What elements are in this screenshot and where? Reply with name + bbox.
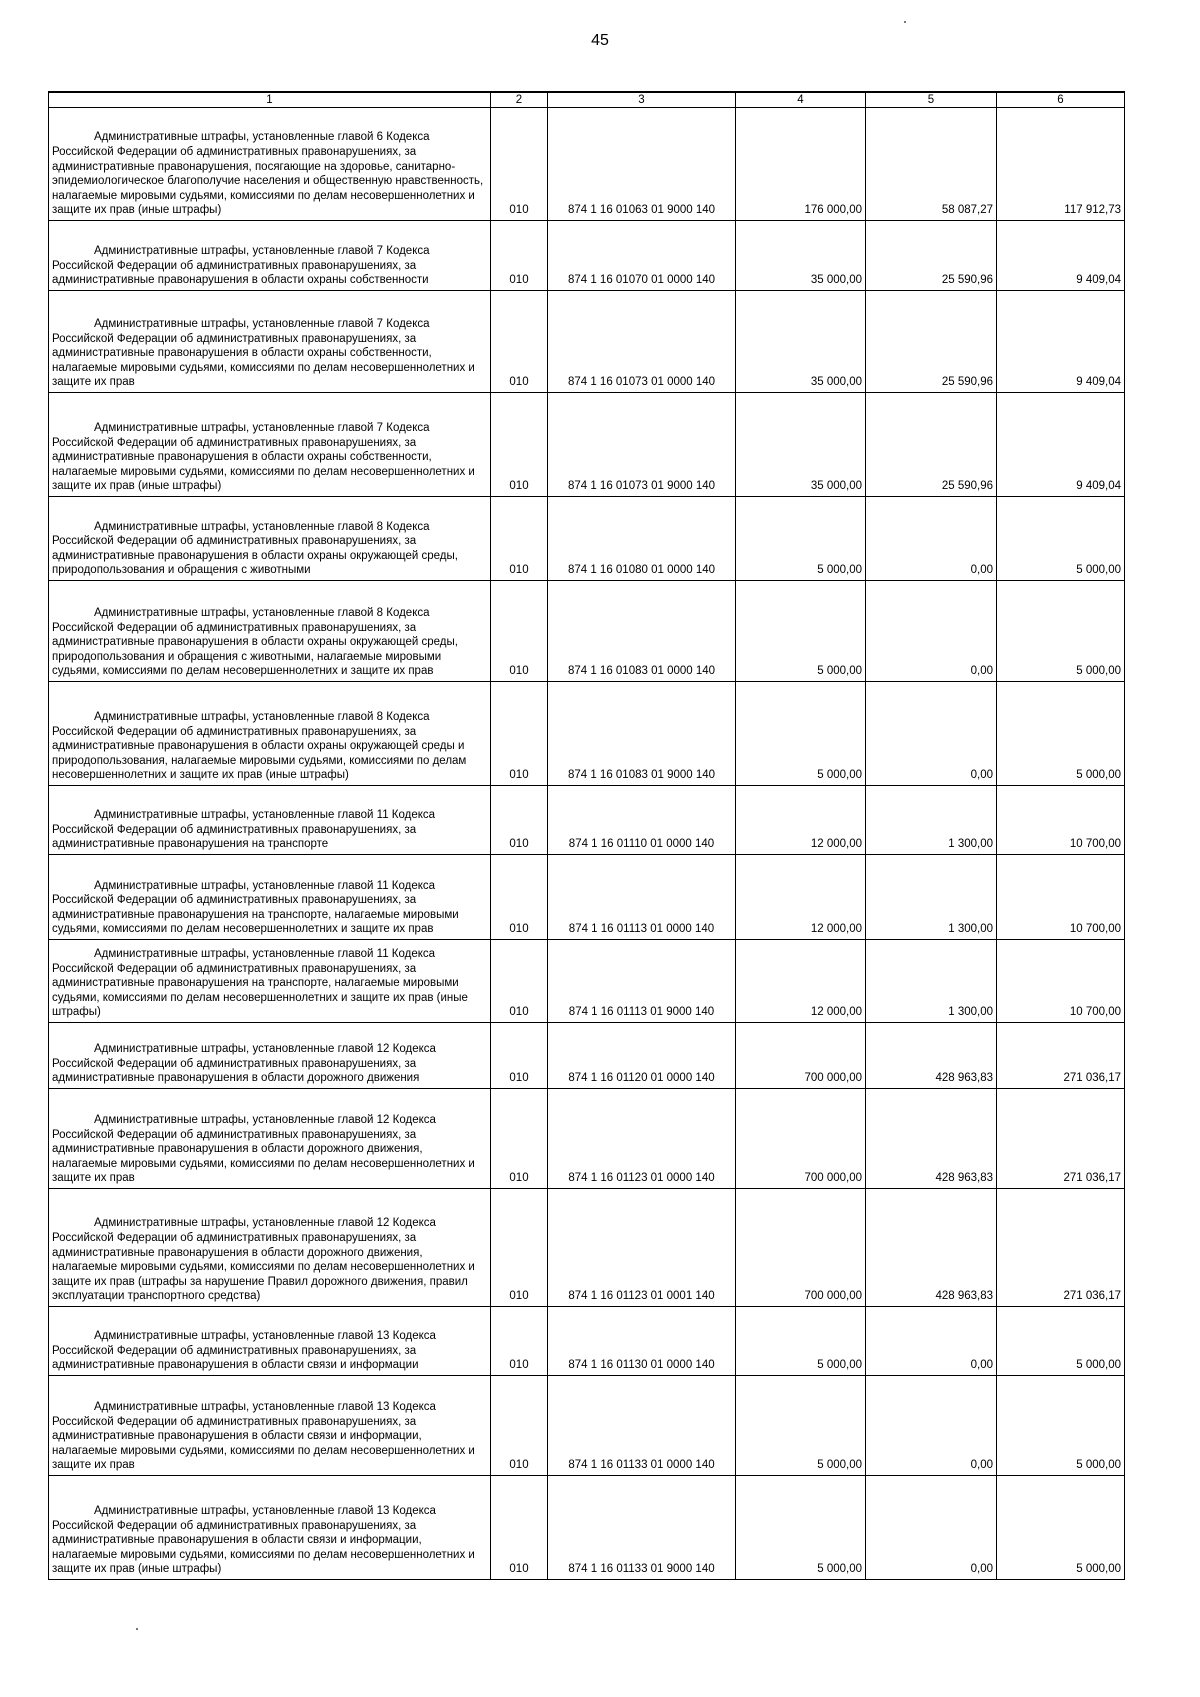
table-row	[49, 786, 1125, 855]
row-remaining-amount: 5 000,00	[997, 682, 1125, 786]
table-row	[49, 291, 1125, 393]
row-approved-amount: 5 000,00	[736, 1307, 866, 1376]
table-row	[49, 855, 1125, 940]
table-row	[49, 682, 1125, 786]
row-line-code: 010	[491, 1089, 548, 1189]
scan-speck	[904, 21, 906, 23]
row-executed-amount: 428 963,83	[866, 1089, 997, 1189]
row-executed-amount: 25 590,96	[866, 221, 997, 291]
row-remaining-amount: 271 036,17	[997, 1089, 1125, 1189]
row-approved-amount: 700 000,00	[736, 1089, 866, 1189]
table-row	[49, 1023, 1125, 1089]
row-description: Административные штрафы, установленные главой 11 Кодекса Российской Федерации об административных правонарушениях, за административные правонарушения на транспорте, налагаемые мировыми судьями, комиссиями по делам несовершеннолетних и защите их прав (иные штрафы)	[49, 940, 491, 1023]
row-line-code: 010	[491, 108, 548, 221]
row-description: Административные штрафы, установленные главой 7 Кодекса Российской Федерации об административных правонарушениях, за административные правонарушения в области охраны собственности	[49, 221, 491, 291]
row-description: Административные штрафы, установленные главой 7 Кодекса Российской Федерации об административных правонарушениях, за административные правонарушения в области охраны собственности, налагаемые мировыми судьями, комиссиями по делам несовершеннолетних и защите их прав	[49, 291, 491, 393]
row-executed-amount: 25 590,96	[866, 393, 997, 497]
row-remaining-amount: 10 700,00	[997, 855, 1125, 940]
row-line-code: 010	[491, 1023, 548, 1089]
row-budget-code: 874 1 16 01063 01 9000 140	[548, 108, 736, 221]
row-line-code: 010	[491, 291, 548, 393]
row-budget-code: 874 1 16 01123 01 0001 140	[548, 1189, 736, 1307]
table-row	[49, 393, 1125, 497]
row-executed-amount: 428 963,83	[866, 1023, 997, 1089]
row-remaining-amount: 5 000,00	[997, 581, 1125, 682]
row-executed-amount: 1 300,00	[866, 940, 997, 1023]
row-executed-amount: 0,00	[866, 682, 997, 786]
row-approved-amount: 12 000,00	[736, 940, 866, 1023]
row-remaining-amount: 5 000,00	[997, 1307, 1125, 1376]
row-budget-code: 874 1 16 01133 01 0000 140	[548, 1376, 736, 1476]
column-header-4: 4	[736, 92, 866, 108]
row-line-code: 010	[491, 786, 548, 855]
row-line-code: 010	[491, 1476, 548, 1580]
row-budget-code: 874 1 16 01133 01 9000 140	[548, 1476, 736, 1580]
row-approved-amount: 35 000,00	[736, 221, 866, 291]
row-remaining-amount: 9 409,04	[997, 393, 1125, 497]
row-budget-code: 874 1 16 01130 01 0000 140	[548, 1307, 736, 1376]
row-remaining-amount: 5 000,00	[997, 1476, 1125, 1580]
row-budget-code: 874 1 16 01113 01 0000 140	[548, 855, 736, 940]
row-approved-amount: 35 000,00	[736, 393, 866, 497]
row-budget-code: 874 1 16 01123 01 0000 140	[548, 1089, 736, 1189]
row-remaining-amount: 117 912,73	[997, 108, 1125, 221]
row-approved-amount: 35 000,00	[736, 291, 866, 393]
column-header-3: 3	[548, 92, 736, 108]
table-row	[49, 1476, 1125, 1580]
row-description: Административные штрафы, установленные главой 12 Кодекса Российской Федерации об административных правонарушениях, за административные правонарушения в области дорожного движения, налагаемые мировыми судьями, комиссиями по делам несовершеннолетних и защите их прав	[49, 1089, 491, 1189]
row-line-code: 010	[491, 940, 548, 1023]
row-budget-code: 874 1 16 01113 01 9000 140	[548, 940, 736, 1023]
row-approved-amount: 5 000,00	[736, 497, 866, 581]
row-executed-amount: 25 590,96	[866, 291, 997, 393]
row-executed-amount: 1 300,00	[866, 786, 997, 855]
row-budget-code: 874 1 16 01080 01 0000 140	[548, 497, 736, 581]
row-approved-amount: 5 000,00	[736, 1376, 866, 1476]
row-executed-amount: 58 087,27	[866, 108, 997, 221]
row-remaining-amount: 9 409,04	[997, 221, 1125, 291]
row-description: Административные штрафы, установленные главой 13 Кодекса Российской Федерации об административных правонарушениях, за административные правонарушения в области связи и информации, налагаемые мировыми судьями, комиссиями по делам несовершеннолетних и защите их прав (иные штрафы)	[49, 1476, 491, 1580]
scan-speck	[136, 1628, 138, 1630]
row-budget-code: 874 1 16 01120 01 0000 140	[548, 1023, 736, 1089]
row-approved-amount: 5 000,00	[736, 581, 866, 682]
row-line-code: 010	[491, 1189, 548, 1307]
column-header-6: 6	[997, 92, 1125, 108]
row-executed-amount: 0,00	[866, 1376, 997, 1476]
row-remaining-amount: 271 036,17	[997, 1023, 1125, 1089]
row-line-code: 010	[491, 581, 548, 682]
row-budget-code: 874 1 16 01073 01 9000 140	[548, 393, 736, 497]
row-remaining-amount: 9 409,04	[997, 291, 1125, 393]
table-row	[49, 1089, 1125, 1189]
table-row	[49, 497, 1125, 581]
row-description: Административные штрафы, установленные главой 13 Кодекса Российской Федерации об административных правонарушениях, за административные правонарушения в области связи и информации, налагаемые мировыми судьями, комиссиями по делам несовершеннолетних и защите их прав	[49, 1376, 491, 1476]
table-row	[49, 1189, 1125, 1307]
row-line-code: 010	[491, 221, 548, 291]
row-description: Административные штрафы, установленные главой 8 Кодекса Российской Федерации об административных правонарушениях, за административные правонарушения в области охраны окружающей среды и природопользования, налагаемые мировыми судьями, комиссиями по делам несовершеннолетних и защите их прав (иные штрафы)	[49, 682, 491, 786]
row-approved-amount: 5 000,00	[736, 1476, 866, 1580]
row-remaining-amount: 5 000,00	[997, 1376, 1125, 1476]
column-number-header-row	[49, 92, 1125, 108]
row-description: Административные штрафы, установленные главой 11 Кодекса Российской Федерации об административных правонарушениях, за административные правонарушения на транспорте, налагаемые мировыми судьями, комиссиями по делам несовершеннолетних и защите их прав	[49, 855, 491, 940]
row-description: Административные штрафы, установленные главой 7 Кодекса Российской Федерации об административных правонарушениях, за административные правонарушения в области охраны собственности, налагаемые мировыми судьями, комиссиями по делам несовершеннолетних и защите их прав (иные штрафы)	[49, 393, 491, 497]
row-remaining-amount: 10 700,00	[997, 786, 1125, 855]
row-executed-amount: 1 300,00	[866, 855, 997, 940]
row-description: Административные штрафы, установленные главой 6 Кодекса Российской Федерации об административных правонарушениях, за административные правонарушения, посягающие на здоровье, санитарно-эпидемиологическое благополучие населения и общественную нравственность, налагаемые мировыми судьями, комиссиями по делам несовершеннолетних и защите их прав (иные штрафы)	[49, 108, 491, 221]
row-line-code: 010	[491, 497, 548, 581]
row-budget-code: 874 1 16 01110 01 0000 140	[548, 786, 736, 855]
row-line-code: 010	[491, 1376, 548, 1476]
row-approved-amount: 176 000,00	[736, 108, 866, 221]
row-line-code: 010	[491, 1307, 548, 1376]
row-line-code: 010	[491, 682, 548, 786]
column-header-1: 1	[49, 92, 491, 108]
row-budget-code: 874 1 16 01083 01 9000 140	[548, 682, 736, 786]
row-remaining-amount: 271 036,17	[997, 1189, 1125, 1307]
row-remaining-amount: 5 000,00	[997, 497, 1125, 581]
row-approved-amount: 700 000,00	[736, 1023, 866, 1089]
row-budget-code: 874 1 16 01073 01 0000 140	[548, 291, 736, 393]
revenue-table	[48, 91, 1125, 1580]
row-description: Административные штрафы, установленные главой 11 Кодекса Российской Федерации об административных правонарушениях, за административные правонарушения на транспорте	[49, 786, 491, 855]
row-executed-amount: 0,00	[866, 581, 997, 682]
row-approved-amount: 5 000,00	[736, 682, 866, 786]
row-approved-amount: 700 000,00	[736, 1189, 866, 1307]
row-budget-code: 874 1 16 01070 01 0000 140	[548, 221, 736, 291]
row-description: Административные штрафы, установленные главой 13 Кодекса Российской Федерации об административных правонарушениях, за административные правонарушения в области связи и информации	[49, 1307, 491, 1376]
column-header-2: 2	[491, 92, 548, 108]
row-approved-amount: 12 000,00	[736, 786, 866, 855]
row-description: Административные штрафы, установленные главой 12 Кодекса Российской Федерации об административных правонарушениях, за административные правонарушения в области дорожного движения, налагаемые мировыми судьями, комиссиями по делам несовершеннолетних и защите их прав (штрафы за нарушение Правил дорожного движения, правил эксплуатации транспортного средства)	[49, 1189, 491, 1307]
table-row	[49, 581, 1125, 682]
row-executed-amount: 0,00	[866, 1476, 997, 1580]
table-row	[49, 940, 1125, 1023]
row-executed-amount: 428 963,83	[866, 1189, 997, 1307]
row-description: Административные штрафы, установленные главой 8 Кодекса Российской Федерации об административных правонарушениях, за административные правонарушения в области охраны окружающей среды, природопользования и обращения с животными	[49, 497, 491, 581]
row-line-code: 010	[491, 855, 548, 940]
row-description: Административные штрафы, установленные главой 12 Кодекса Российской Федерации об административных правонарушениях, за административные правонарушения в области дорожного движения	[49, 1023, 491, 1089]
row-executed-amount: 0,00	[866, 497, 997, 581]
row-description: Административные штрафы, установленные главой 8 Кодекса Российской Федерации об административных правонарушениях, за административные правонарушения в области охраны окружающей среды, природопользования и обращения с животными, налагаемые мировыми судьями, комиссиями по делам несовершеннолетних и защите их прав	[49, 581, 491, 682]
column-header-5: 5	[866, 92, 997, 108]
row-approved-amount: 12 000,00	[736, 855, 866, 940]
row-executed-amount: 0,00	[866, 1307, 997, 1376]
row-budget-code: 874 1 16 01083 01 0000 140	[548, 581, 736, 682]
page-number: 45	[591, 32, 609, 49]
table-row	[49, 1307, 1125, 1376]
table-row	[49, 221, 1125, 291]
table-row	[49, 1376, 1125, 1476]
row-remaining-amount: 10 700,00	[997, 940, 1125, 1023]
table-row	[49, 108, 1125, 221]
row-line-code: 010	[491, 393, 548, 497]
